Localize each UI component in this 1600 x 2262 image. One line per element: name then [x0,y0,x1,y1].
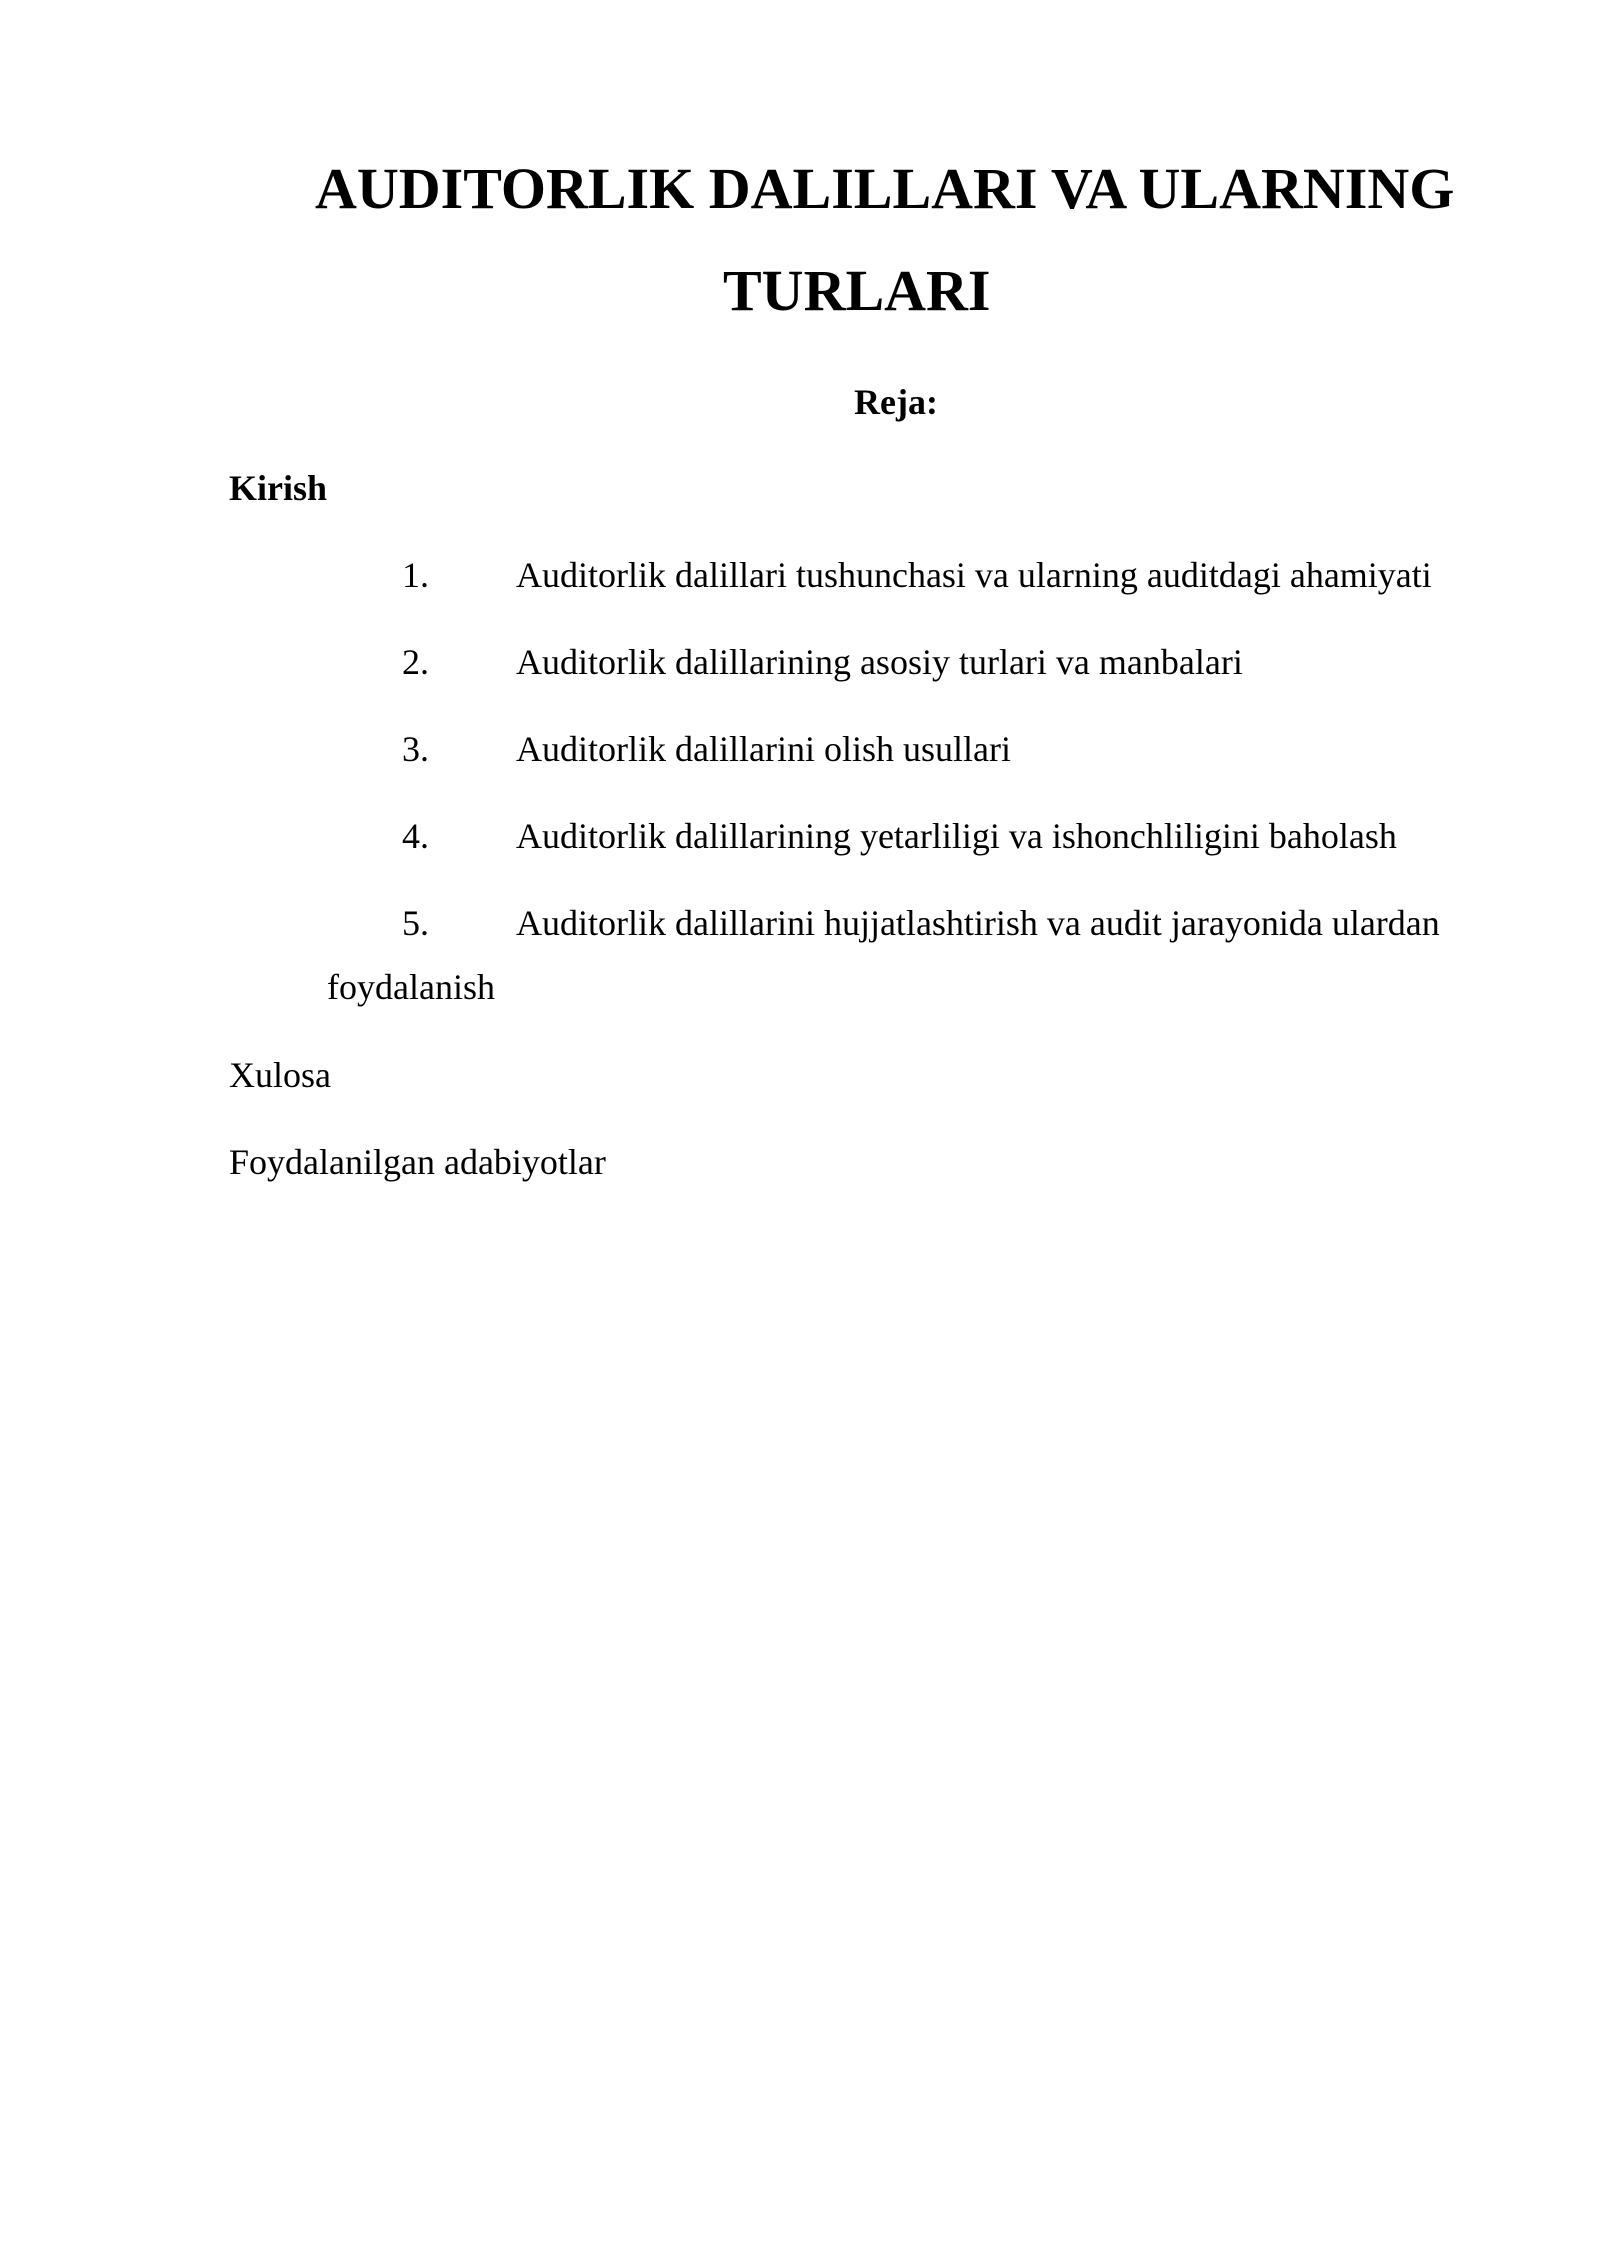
plan-item-text: Auditorlik dalillarining yetarliligi va ishonchliligini baholash [516,816,1397,856]
references-heading: Foydalanilgan adabiyotlar [229,1142,606,1182]
plan-item-number: 2. [402,642,429,682]
intro-heading: Kirish [229,468,328,508]
plan-item-number: 1. [402,555,429,595]
plan-item-text: Auditorlik dalillarini olish usullari [516,729,1011,769]
document-title-line-1: AUDITORLIK DALILLARI VA ULARNING [315,156,1455,221]
document-title-line-2: TURLARI [723,258,991,323]
plan-item-number: 4. [402,816,429,856]
plan-item-number: 5. [402,903,429,943]
conclusion-heading: Xulosa [229,1055,331,1095]
plan-item-text: Auditorlik dalillarining asosiy turlari va manbalari [516,642,1243,682]
plan-item-text: Auditorlik dalillarini hujjatlashtirish va audit jarayonida ulardan [516,903,1440,943]
plan-item-number: 3. [402,729,429,769]
plan-item-text-continuation: foydalanish [327,967,495,1007]
plan-item-text: Auditorlik dalillari tushunchasi va ularning auditdagi ahamiyati [516,555,1432,595]
plan-heading: Reja: [854,382,938,422]
